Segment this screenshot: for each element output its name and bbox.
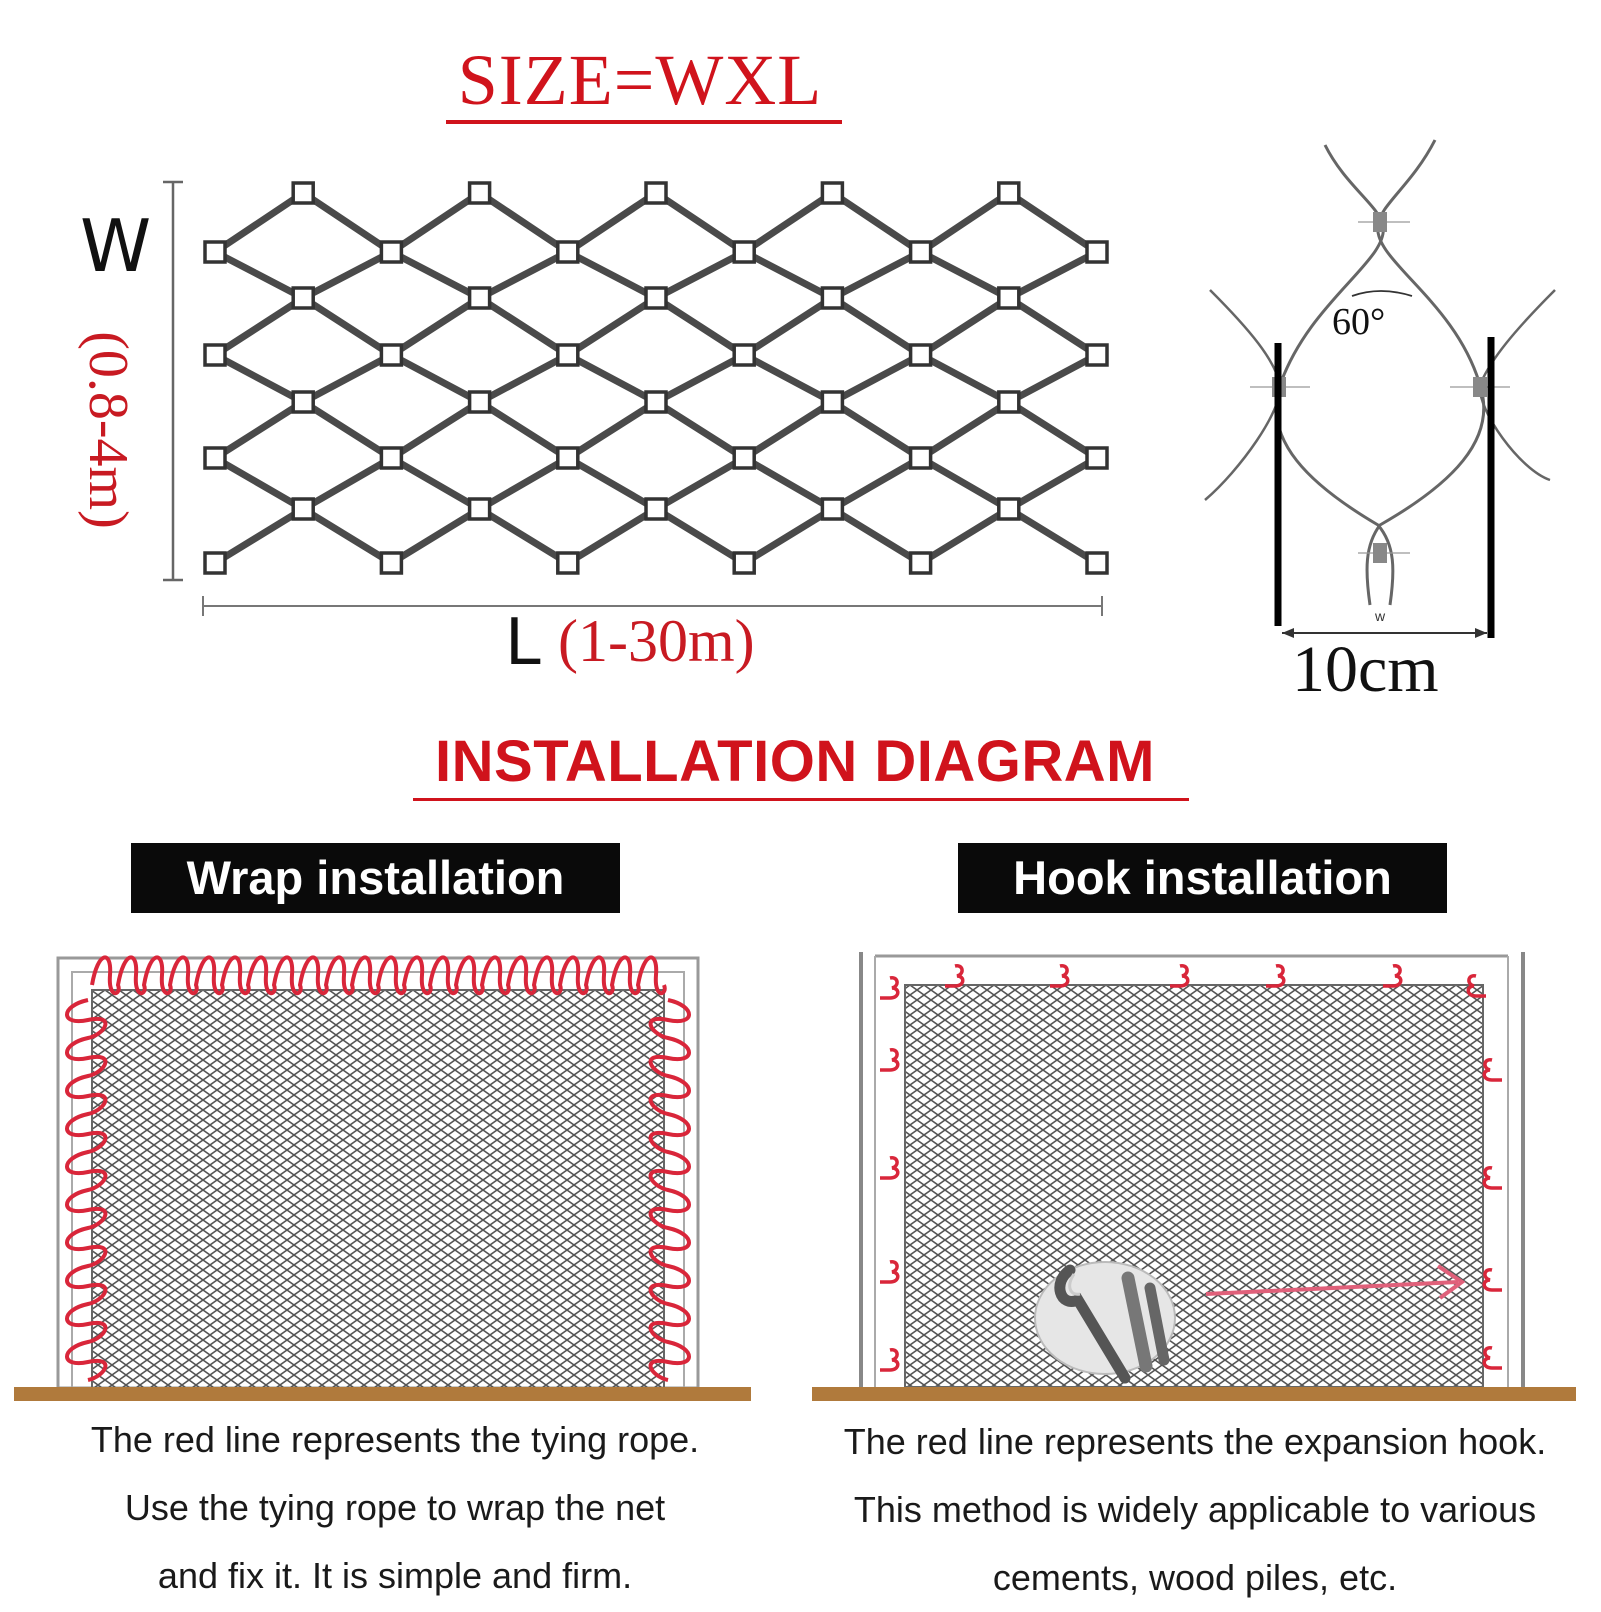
size-title: SIZE=WXL	[457, 40, 823, 120]
wrap-caption-line-2: Use the tying rope to wrap the net	[124, 1487, 666, 1528]
hook-mark	[1484, 1270, 1502, 1290]
mesh-clip	[558, 242, 578, 262]
mesh-clip	[558, 553, 578, 573]
hook-mark	[1383, 966, 1401, 986]
cell-width-markers	[1278, 337, 1491, 638]
mesh-clip	[999, 183, 1019, 203]
size-title-underline	[446, 120, 842, 124]
cell-width-label: 10cm	[1292, 633, 1439, 706]
mesh-clip	[381, 553, 401, 573]
mesh-clip	[999, 392, 1019, 412]
mesh-clip	[646, 499, 666, 519]
mesh-clip	[734, 553, 754, 573]
mesh-clip	[293, 288, 313, 308]
mesh-clip	[205, 553, 225, 573]
mesh-clip	[470, 499, 490, 519]
hook-caption-line-3: cements, wood piles, etc.	[992, 1557, 1398, 1598]
mesh-clip	[911, 345, 931, 365]
mesh-clip	[911, 448, 931, 468]
mesh-clips	[205, 183, 1107, 573]
hook-installation-label: Hook installation	[958, 843, 1447, 913]
diamond-mesh-diagram	[205, 183, 1107, 573]
mesh-clip	[734, 242, 754, 262]
mesh-clip	[822, 392, 842, 412]
hook-caption-line-2: This method is widely applicable to various	[853, 1489, 1537, 1530]
mesh-clip	[293, 392, 313, 412]
hook-mark	[1266, 966, 1284, 986]
mesh-clip	[734, 448, 754, 468]
mesh-clip	[999, 288, 1019, 308]
mesh-clip	[822, 499, 842, 519]
mesh-clip	[381, 448, 401, 468]
hook-mark	[1050, 966, 1068, 986]
hook-caption-line-1: The red line represents the expansion hook.	[843, 1421, 1547, 1462]
installation-title-underline	[413, 798, 1189, 801]
installation-title: INSTALLATION DIAGRAM	[435, 729, 1155, 794]
mesh-clip	[911, 553, 931, 573]
hook-mark	[1170, 966, 1188, 986]
wrap-caption	[20, 1406, 770, 1610]
mesh-clip	[822, 183, 842, 203]
hook-caption	[800, 1408, 1590, 1612]
mesh-clip	[1087, 345, 1107, 365]
hook-mark	[880, 1158, 898, 1178]
mesh-clip	[646, 288, 666, 308]
mesh-clip	[646, 183, 666, 203]
width-range: (0.8-4m)	[77, 331, 139, 529]
wrap-caption-line-3: and fix it. It is simple and firm.	[157, 1555, 633, 1596]
mesh-cell-detail	[1205, 140, 1555, 605]
mesh-clip	[999, 499, 1019, 519]
angle-label: 60°	[1332, 301, 1386, 343]
hook-mark	[880, 1262, 898, 1282]
wrap-rope-top	[92, 957, 665, 993]
mesh-clip	[734, 345, 754, 365]
hook-installation-illustration	[812, 952, 1576, 1401]
mesh-clip	[822, 288, 842, 308]
hook-mark	[880, 1350, 898, 1370]
mesh-clip	[470, 183, 490, 203]
mesh-clip	[293, 183, 313, 203]
mesh-clip	[1087, 242, 1107, 262]
mesh-clip	[205, 242, 225, 262]
mesh-clip	[470, 392, 490, 412]
hook-mark	[1484, 1060, 1502, 1080]
length-letter: L	[505, 606, 541, 680]
hook-mark	[880, 1050, 898, 1070]
mesh-clip	[381, 345, 401, 365]
wrap-caption-line-1: The red line represents the tying rope.	[90, 1419, 700, 1460]
mesh-clip	[558, 345, 578, 365]
mesh-clip	[911, 242, 931, 262]
hook-mark	[945, 966, 963, 986]
width-dimension-line	[163, 182, 183, 580]
hook-mark	[1484, 1348, 1502, 1368]
mesh-clip	[1087, 553, 1107, 573]
mesh-clip	[381, 242, 401, 262]
mesh-clip	[205, 448, 225, 468]
mesh-clip	[1087, 448, 1107, 468]
mesh-clip	[558, 448, 578, 468]
width-letter: W	[80, 204, 152, 288]
cell-w-label: w	[1375, 608, 1386, 624]
wrap-installation-label: Wrap installation	[131, 843, 620, 913]
mesh-clip	[646, 392, 666, 412]
mesh-clip	[293, 499, 313, 519]
mesh-clip	[470, 288, 490, 308]
wrap-installation-illustration	[14, 957, 751, 1401]
hook-mark	[1484, 1168, 1502, 1188]
hook-mark	[880, 978, 898, 998]
mesh-clip	[205, 345, 225, 365]
length-range: (1-30m)	[558, 608, 755, 674]
